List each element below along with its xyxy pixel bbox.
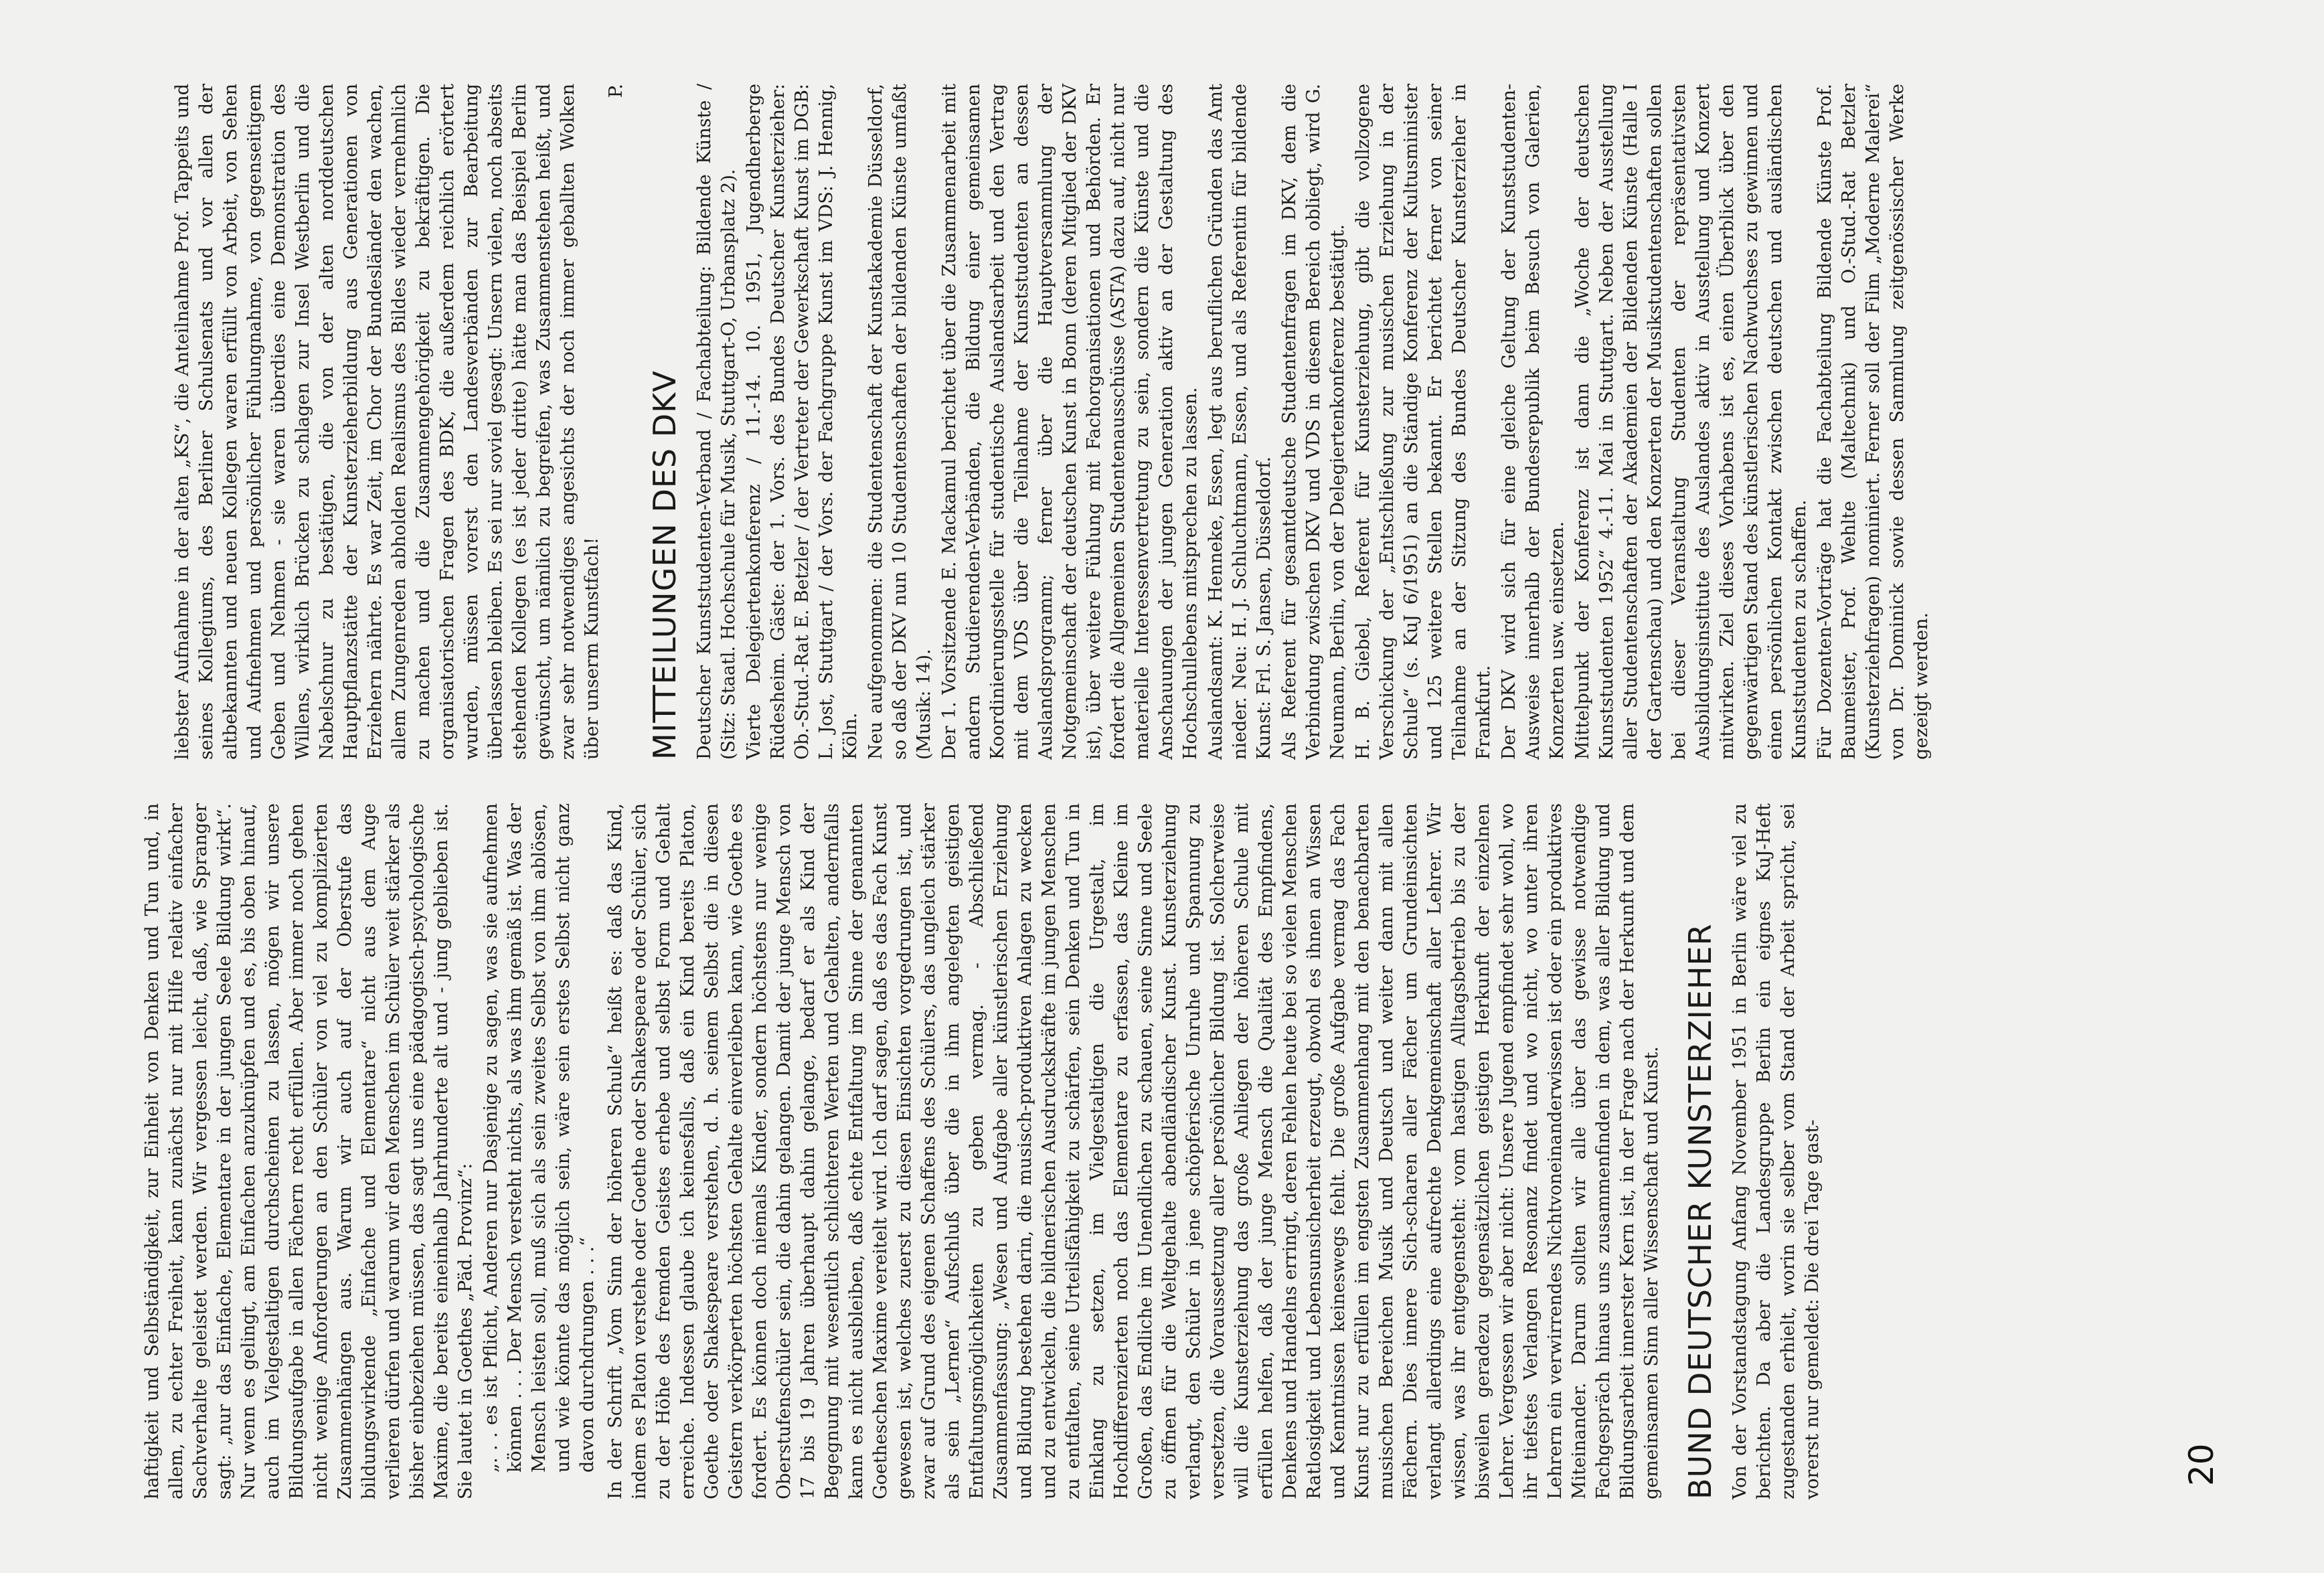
left-column bbox=[141, 803, 2135, 1499]
section-heading-dkv: MITTEILUNGEN DES DKV bbox=[647, 370, 683, 760]
body-paragraph: H. B. Giebel, Referent für Kunsterziehung, gibt die vollzogene Verschickung der „Entschließung zur musischen Erziehung in der Schule“ (s. KuJ 6/1951) an die Ständige Konferenz der Kultusminister und 125 weitere Stellen bekannt. Er berichtet ferner von seiner Teilnahme an der Sitzung des Bundes Deutscher Kunsterzieher in Frankfurt. bbox=[1353, 84, 1494, 760]
body-paragraph: Neu aufgenommen: die Studentenschaft der Kunstakademie Düsseldorf, so daß der DKV nun 10 Studentenschaften der bildenden Künste umfaßt (Musik: 14). bbox=[865, 84, 934, 760]
section-heading-bdk: BUND DEUTSCHER KUNSTERZIEHER bbox=[1682, 923, 1718, 1499]
body-paragraph: Als Referent für gesamtdeutsche Studentenfragen im DKV, dem die Verbindung zwischen DKV und VDS in diesem Bereich obliegt, wird G. Neumann, Berlin, von der Delegiertenkonferenz bestätigt. bbox=[1279, 84, 1348, 760]
body-paragraph: In der Schrift „Vom Sinn der höheren Schule“ heißt es: daß das Kind, indem es Platon verstehe oder Goethe oder Shakespeare oder Schüler, sich zu der Höhe des fremden Geistes erhebe und selbst Form und Gehalt erreiche. Indessen glaube ich keinesfalls, daß ein Kind bereits Platon, Goethe oder Shakespeare verstehen, d. h. seinem Selbst die in diesen Geistern verkörperten höchsten Gehalte einverleiben kann, wie Goethe es fordert. Es können doch niemals Kinder, sondern höchstens nur wenige Oberstufenschüler sein, die dahin gelangen. Damit der junge Mensch von 17 bis 19 Jahren überhaupt dahin gelange, bedarf er als Kind der Begegnung mit wesentlich schlichteren Werten und Gehalten, andernfalls kann es nicht ausbleiben, daß echte Entfaltung im Sinne der genannten Goetheschen Maxime vereitelt wird. Ich darf sagen, daß es das Fach Kunst gewesen ist, welches zuerst zu diesen Einsichten vorgedrungen ist, und zwar auf Grund des eigenen Schaffens des Schülers, das ungleich stärker als sein „Lernen“ Aufschluß über die in ihm angelegten geistigen Entfaltungsmöglichkeiten zu geben vermag. - Abschließend Zusammenfassung: „Wesen und Aufgabe aller künstlerischen Erziehung und Bildung bestehen darin, die musisch-produktiven Anlagen zu wecken und zu entwickeln, die bildnerischen Ausdruckskräfte im jungen Menschen zu entfalten, seine Urteilsfähigkeit zu schärfen, sein Denken und Tun in Einklang zu setzen, im Vielgestaltigen die Urgestalt, im Hochdifferenzierten noch das Elementare zu erfassen, das Kleine im Großen, das Endliche im Unendlichen zu schauen, seine Sinne und Seele zu öffnen für die Weltgehalte abendländischer Kunst. Kunsterziehung verlangt, den Schüler in jene schöpferische Unruhe und Spannung zu versetzen, die Voraussetzung aller persönlicher Bildung ist. Solcherweise will die Kunsterziehung das große Anliegen der höheren Schule mit erfüllen helfen, daß der junge Mensch die Qualität des Empfindens, Denkens und Handelns erringt, deren Fehlen heute bei so vielen Menschen Ratlosigkeit und Lebensunsicherheit erzeugt, obwohl es ihnen an Wissen und Kenntnissen keineswegs fehlt. Die große Aufgabe vermag das Fach Kunst nur zu erfüllen im engsten Zusammenhang mit den benachbarten musischen Bereichen Musik und Deutsch und weiter dann mit allen Fächern. Dies innere Sich-scharen aller Fächer um Grundeinsichten verlangt allerdings eine aufrechte Denkgemeinschaft aller Lehrer. Wir wissen, was ihr entgegensteht: vom hastigen Alltagsbetrieb bis zu der bisweilen geradezu gegensätzlichen geistigen Herkunft der einzelnen Lehrer. Vergessen wir aber nicht: Unsere Jugend empfindet sehr wohl, wo ihr tiefstes Verlangen Resonanz findet und wo nicht, wo unter ihren Lehrern ein verwirrendes Nichtvoneinanderwissen ist oder ein produktives Miteinander. Darum sollten wir alle über das gewisse notwendige Fachgespräch hinaus uns zusammenfinden in dem, was aller Bildung und Bildungsarbeit innerster Kern ist, in der Frage nach der Herkunft und dem gemeinsamen Sinn aller Wissenschaft und Kunst. bbox=[605, 803, 1662, 1499]
body-paragraph: Von der Vorstandstagung Anfang November 1951 in Berlin wäre viel zu berichten. Da aber die Landesgruppe Berlin ein eignes KuJ-Heft zugestanden erhielt, worin sie selber vom Stand der Arbeit spricht, sei vorerst nur gemeldet: Die drei Tage gast- bbox=[1730, 803, 1823, 1499]
body-paragraph: Auslandsamt: K. Henneke, Essen, legt aus beruflichen Gründen das Amt nieder. Neu: H. J. Schluchtmann, Essen, und als Referentin für bildende Kunst: Frl. S. Jansen, Düsseldorf. bbox=[1206, 84, 1274, 760]
body-paragraph: Deutscher Kunststudenten-Verband / Fachabteilung: Bildende Künste / (Sitz: Staatl. Hochschule für Musik, Stuttgart-O, Urbansplatz 2). bbox=[694, 84, 739, 760]
body-paragraph: Der 1. Vorsitzende E. Mackamul berichtet über die Zusammenarbeit mit andern Studierenden-Verbänden, die Bildung einer gemeinsamen Koordinierungsstelle für studentische Auslandsarbeit und den Vertrag mit dem VDS über die Teilnahme der Kunststudenten an dessen Auslandsprogramm; ferner über die Hauptversammlung der Notgemeinschaft der deutschen Kunst in Bonn (deren Mitglied der DKV ist), über weitere Fühlung mit Fachorganisationen und Behörden. Er fordert die Allgemeinen Studentenausschüsse (ASTA) dazu auf, nicht nur materielle Interessenvertretung zu sein, sondern die Künste und die Anschauungen der jungen Generation aktiv an der Gestaltung des Hochschullebens mitsprechen zu lassen. bbox=[939, 84, 1201, 760]
right-column bbox=[171, 84, 2165, 760]
author-initial: P. bbox=[606, 84, 627, 98]
body-paragraph: haftigkeit und Selbständigkeit, zur Einheit von Denken und Tun und, in allem, zu echter Freiheit, kann zunächst nur mit Hilfe relativ einfacher Sachverhalte geleistet werden. Wir vergessen leicht, daß, wie Spranger sagt: „nur das Einfache, Elementare in der jungen Seele Bildung wirkt“. Nur wenn es gelingt, am Einfachen anzuknüpfen und es, bis oben hinauf, auch im Vielgestaltigen durchscheinen zu lassen, mögen wir unsere Bildungsaufgabe in allen Fächern recht erfüllen. Aber immer noch gehen nicht wenige Anforderungen an den Schüler von viel zu komplizierten Zusammenhängen aus. Warum wir auch auf der Oberstufe das bildungswirkende „Einfache und Elementare“ nicht aus dem Auge verlieren dürfen und warum wir den Menschen im Schüler weit stärker als bisher einbeziehen müssen, das sagt uns eine pädagogisch-psychologische Maxime, die bereits eineinhalb Jahrhunderte alt und - jung geblieben ist. Sie lautet in Goethes „Päd. Provinz“: bbox=[142, 803, 476, 1499]
goethe-quote: „. . . es ist Pflicht, Anderen nur Dasjenige zu sagen, was sie aufnehmen können . . . Der Mensch versteht nichts, als was ihm gemäß ist. Was der Mensch leisten soll, muß sich als sein zweites Selbst von ihm ablösen, und wie könnte das möglich sein, wäre sein erstes Selbst nicht ganz davon durchdrungen . . .“ bbox=[481, 803, 598, 1473]
body-paragraph: liebster Aufnahme in der alten „KS“, die Anteilnahme Prof. Tappeits und seines Kollegiums, des Berliner Schulsenats und vor allen der altbekannten und neuen Kollegen waren erfüllt von Arbeit, von Sehen und Aufnehmen und persönlicher Fühlungnahme, von gegenseitigem Geben und Nehmen - sie waren überdies eine Demonstration des Willens, wirklich Brücken zu schlagen zur Insel Westberlin und die Nabelschnur zu bestätigen, die von der alten norddeutschen Hauptpflanzstätte der Kunsterzieherbildung aus Generationen von Erziehern nährte. Es war Zeit, im Chor der Bundesländer den wachen, allem Zungenreden abholden Realismus des Bildes wieder vernehmlich zu machen und die Zusammengehörigkeit zu bekräftigen. Die organisatorischen Fragen des BDK, die außerdem reichlich erörtert wurden, müssen vorerst den Landesverbänden zur Bearbeitung überlassen bleiben. Es sei nur soviel gesagt: Unsern vielen, noch abseits stehenden Kollegen (es ist jeder dritte) hätte man das Beispiel Berlin gewünscht, um nämlich zu begreifen, was Zusammenstehen heißt, und zwar sehr notwendiges angesichts der noch immer geballten Wolken über unserm Kunstfach! bbox=[172, 84, 602, 760]
body-paragraph: Vierte Delegiertenkonferenz / 11.-14. 10. 1951, Jugendherberge Rüdesheim. Gäste: der 1. Vors. des Bundes Deutscher Kunsterzieher: Ob.-Stud.-Rat E. Betzler / der Vertreter der Gewerkschaft Kunst im DGB: L. Jost, Stuttgart / der Vors. der Fachgruppe Kunst im VDS: J. Hennig, Köln. bbox=[744, 84, 861, 760]
page-number: 20 bbox=[2182, 1443, 2221, 1486]
body-paragraph: Mittelpunkt der Konferenz ist dann die „Woche der deutschen Kunststudenten 1952“ 4.-11. Mai in Stuttgart. Neben der Ausstellung aller Studentenschaften der Akademien der Bildenden Künste (Halle I der Gartenschau) und den Konzerten der Musikstudentenschaften sollen bei dieser Veranstaltung Studenten der repräsentativsten Ausbildungsinstitute des Auslandes aktiv in Ausstellung und Konzert mitwirken. Ziel dieses Vorhabens ist es, einen Überblick über den gegenwärtigen Stand des künstlerischen Nachwuchses zu gewinnen und einen persönlichen Kontakt zwischen deutschen und ausländischen Kunststudenten zu schaffen. bbox=[1572, 84, 1810, 760]
body-paragraph: Für Dozenten-Vorträge hat die Fachabteilung Bildende Künste Prof. Baumeister, Prof. Wehlte (Maltechnik) und O.-Stud.-Rat Betzler (Kunsterziehfragen) nominiert. Ferner soll der Film „Moderne Malerei“ von Dr. Dominick sowie dessen Sammlung zeitgenössischer Werke gezeigt werden. bbox=[1815, 84, 1932, 760]
body-paragraph: Der DKV wird sich für eine gleiche Geltung der Kunststudenten-Ausweise innerhalb der Bundesrepublik beim Besuch von Galerien, Konzerten usw. einsetzen. bbox=[1499, 84, 1568, 760]
